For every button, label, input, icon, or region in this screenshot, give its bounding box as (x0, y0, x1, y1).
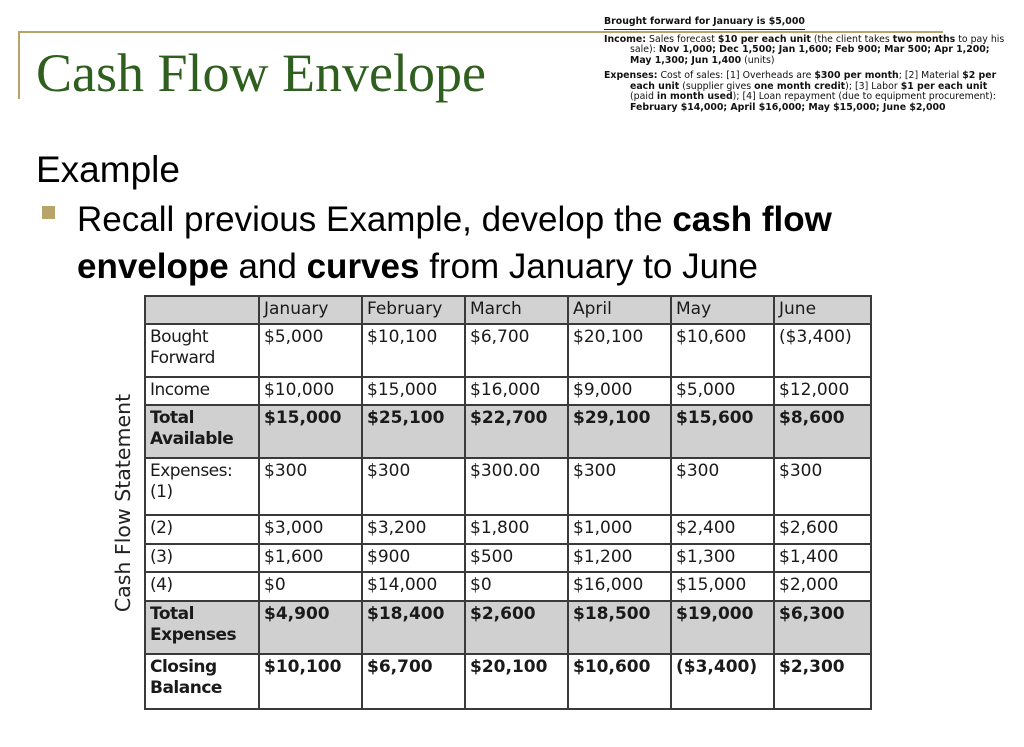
table-cell: $2,600 (465, 601, 568, 654)
bullet-text: Recall previous Example, develop the cash flow envelope and curves from January to June (77, 200, 832, 286)
row-expenses-4 (145, 572, 871, 601)
table-cell: $14,000 (362, 572, 465, 601)
row-expenses-2 (145, 515, 871, 544)
row-label: (3) (145, 544, 259, 573)
table-cell: $20,100 (465, 654, 568, 709)
table-cell: $12,000 (774, 377, 871, 406)
table-side-label: Cash Flow Statement (111, 393, 135, 613)
table-cell: $2,600 (774, 515, 871, 544)
header-june: June (774, 296, 871, 324)
table-cell: $2,300 (774, 654, 871, 709)
row-label: Closing Balance (145, 654, 259, 709)
table-cell: $6,700 (465, 324, 568, 377)
table-cell: $1,400 (774, 544, 871, 573)
table-cell: $10,600 (568, 654, 671, 709)
table-cell: $1,000 (568, 515, 671, 544)
table-cell: $15,600 (671, 405, 774, 458)
table-cell: $10,600 (671, 324, 774, 377)
table-cell: $1,300 (671, 544, 774, 573)
header-march: March (465, 296, 568, 324)
note-expenses: Expenses: Cost of sales: [1] Overheads are $300 per month; [2] Material $2 per each unit (supplier gives one month credit); [3] Labor $1 per each unit (paid in month used); [4] Loan repayment (due to equipment procurement): February $14,000; April $16,000; May $15,000; June $2,000 (604, 70, 997, 113)
table-cell: $15,000 (362, 377, 465, 406)
table-cell: ($3,400) (671, 654, 774, 709)
table-cell: $5,000 (259, 324, 362, 377)
table-cell: $300 (362, 458, 465, 515)
table-cell: $18,500 (568, 601, 671, 654)
row-label: Expenses: (1) (145, 458, 259, 515)
table-cell: $1,600 (259, 544, 362, 573)
row-income (145, 377, 871, 406)
table-cell: $25,100 (362, 405, 465, 458)
table-cell: $900 (362, 544, 465, 573)
row-expenses-3 (145, 544, 871, 573)
table-cell: $15,000 (671, 572, 774, 601)
table-cell: $0 (259, 572, 362, 601)
row-label: (4) (145, 572, 259, 601)
row-total-available (145, 405, 871, 458)
table-cell: $3,000 (259, 515, 362, 544)
table-cell: $16,000 (568, 572, 671, 601)
row-label: (2) (145, 515, 259, 544)
table-cell: $9,000 (568, 377, 671, 406)
table-cell: $19,000 (671, 601, 774, 654)
table-cell: $6,700 (362, 654, 465, 709)
table-cell: $20,100 (568, 324, 671, 377)
table-cell: $29,100 (568, 405, 671, 458)
header-may: May (671, 296, 774, 324)
table-cell: $4,900 (259, 601, 362, 654)
subheading: Example (36, 149, 180, 190)
table-cell: $300 (259, 458, 362, 515)
table-cell: $18,400 (362, 601, 465, 654)
row-label: Total Expenses (145, 601, 259, 654)
table-cell: $10,100 (259, 654, 362, 709)
table-cell: $300 (774, 458, 871, 515)
table-cell: $2,000 (774, 572, 871, 601)
header-february: February (362, 296, 465, 324)
table-cell: $8,600 (774, 405, 871, 458)
table-cell: $500 (465, 544, 568, 573)
table-cell: $300.00 (465, 458, 568, 515)
header-corner (145, 296, 259, 324)
note-brought-forward: Brought forward for January is $5,000 (604, 17, 805, 30)
table-cell: $22,700 (465, 405, 568, 458)
table-header-row (145, 296, 871, 324)
table-cell: $3,200 (362, 515, 465, 544)
title-rule-vertical (18, 31, 20, 99)
header-january: January (259, 296, 362, 324)
table-cell: $0 (465, 572, 568, 601)
problem-note (604, 17, 1008, 118)
row-label: Income (145, 377, 259, 406)
table-cell: $15,000 (259, 405, 362, 458)
bullet-square-icon (42, 206, 55, 219)
table-cell: $300 (568, 458, 671, 515)
table-cell: $5,000 (671, 377, 774, 406)
table-cell: $16,000 (465, 377, 568, 406)
table-cell: $6,300 (774, 601, 871, 654)
table-cell: $2,400 (671, 515, 774, 544)
table-cell: $1,800 (465, 515, 568, 544)
table-cell: $300 (671, 458, 774, 515)
table-cell: ($3,400) (774, 324, 871, 377)
cash-flow-table (144, 295, 872, 710)
slide-title: Cash Flow Envelope (36, 43, 486, 103)
row-expenses-1 (145, 458, 871, 515)
table-cell: $10,100 (362, 324, 465, 377)
row-label: Bought Forward (145, 324, 259, 377)
note-income: Income: Sales forecast $10 per each unit (the client takes two months to pay his sale): Nov 1,000; Dec 1,500; Jan 1,600; Feb 900; Mar 500; Apr 1,200; May 1,300; Jun 1,400 (units) (604, 33, 1005, 66)
row-total-expenses (145, 601, 871, 654)
row-bought-forward (145, 324, 871, 377)
row-closing-balance (145, 654, 871, 709)
table-cell: $1,200 (568, 544, 671, 573)
row-label: Total Available (145, 405, 259, 458)
header-april: April (568, 296, 671, 324)
table-cell: $10,000 (259, 377, 362, 406)
